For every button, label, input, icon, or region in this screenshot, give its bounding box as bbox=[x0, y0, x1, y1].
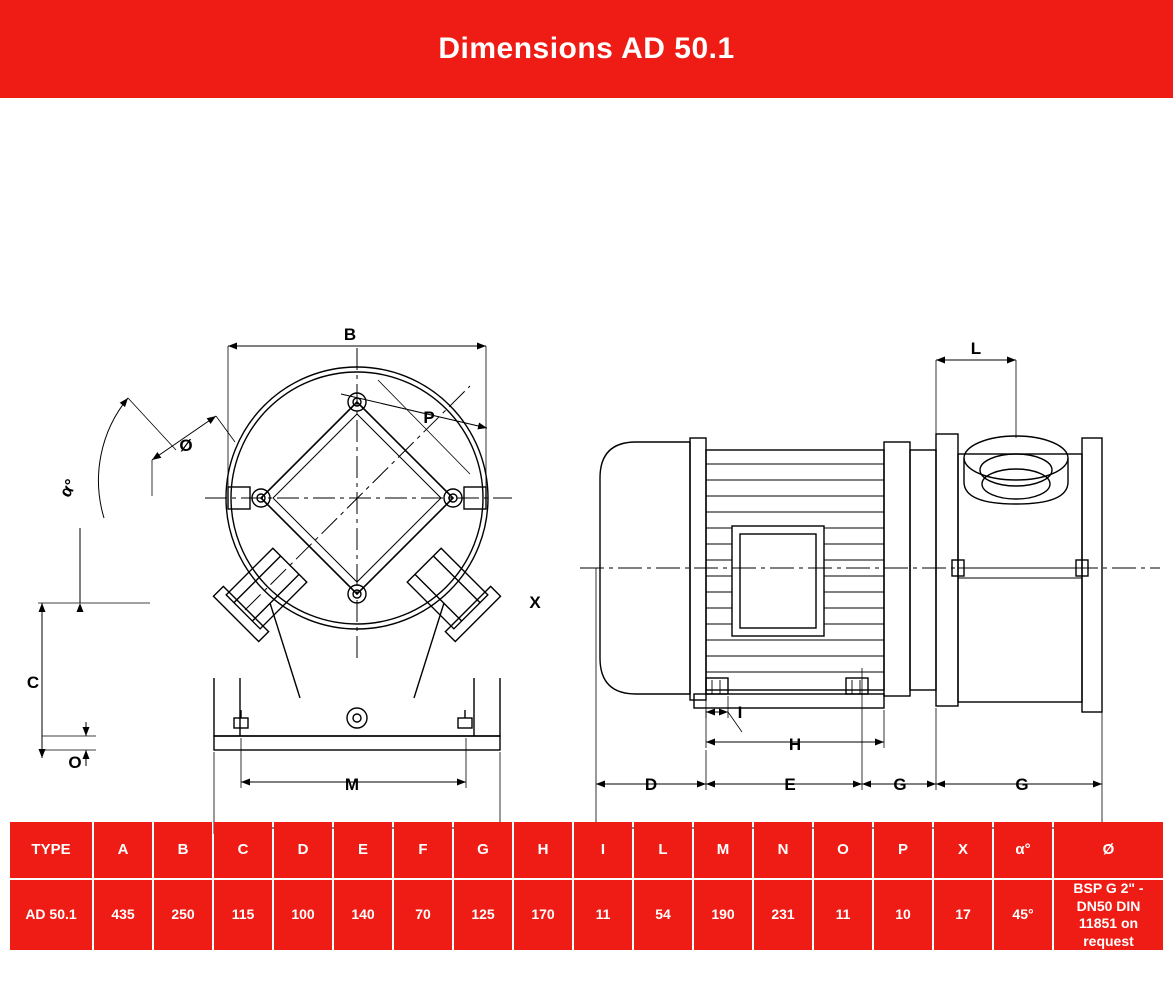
dim-label-G: G bbox=[1015, 775, 1029, 794]
header-type: TYPE bbox=[10, 822, 92, 878]
page-title: Dimensions AD 50.1 bbox=[438, 32, 735, 65]
dim-label-diameter: Ø bbox=[179, 436, 193, 455]
header-m: M bbox=[694, 822, 752, 878]
header-banner bbox=[0, 0, 1173, 98]
dimensions-table bbox=[8, 820, 1165, 952]
dim-label-C: C bbox=[26, 673, 40, 692]
table-header-row bbox=[10, 822, 1163, 878]
dim-label-M: M bbox=[344, 775, 360, 794]
header-n: N bbox=[754, 822, 812, 878]
cell-f: 70 bbox=[394, 880, 452, 950]
table-row bbox=[10, 880, 1163, 950]
dim-label-L: L bbox=[970, 339, 982, 358]
header-a: A bbox=[94, 822, 152, 878]
dim-label-F: G bbox=[893, 775, 907, 794]
dim-label-H: H bbox=[788, 735, 802, 754]
cell-n: 231 bbox=[754, 880, 812, 950]
header-f: F bbox=[394, 822, 452, 878]
header-h: H bbox=[514, 822, 572, 878]
dim-label-P: P bbox=[423, 408, 435, 427]
header-g: G bbox=[454, 822, 512, 878]
header-alpha: α° bbox=[994, 822, 1052, 878]
header-diameter: Ø bbox=[1054, 822, 1163, 878]
cell-g: 125 bbox=[454, 880, 512, 950]
header-i: I bbox=[574, 822, 632, 878]
dim-label-X: X bbox=[529, 593, 541, 612]
cell-p: 10 bbox=[874, 880, 932, 950]
drawing-svg bbox=[0, 98, 1173, 798]
header-e: E bbox=[334, 822, 392, 878]
header-l: L bbox=[634, 822, 692, 878]
cell-diameter: BSP G 2" - DN50 DIN 11851 on request bbox=[1054, 880, 1163, 950]
cell-type: AD 50.1 bbox=[10, 880, 92, 950]
dim-label-E: E bbox=[784, 775, 796, 794]
cell-c: 115 bbox=[214, 880, 272, 950]
header-o: O bbox=[814, 822, 872, 878]
header-d: D bbox=[274, 822, 332, 878]
cell-a: 435 bbox=[94, 880, 152, 950]
header-p: P bbox=[874, 822, 932, 878]
cell-e: 140 bbox=[334, 880, 392, 950]
cell-b: 250 bbox=[154, 880, 212, 950]
cell-l: 54 bbox=[634, 880, 692, 950]
dim-label-D: D bbox=[644, 775, 658, 794]
cell-alpha: 45° bbox=[994, 880, 1052, 950]
technical-drawing bbox=[0, 98, 1173, 798]
header-b: B bbox=[154, 822, 212, 878]
header-c: C bbox=[214, 822, 272, 878]
cell-h: 170 bbox=[514, 880, 572, 950]
dim-label-O: O bbox=[68, 753, 82, 772]
cell-o: 11 bbox=[814, 880, 872, 950]
cell-d: 100 bbox=[274, 880, 332, 950]
dim-label-B: B bbox=[343, 325, 357, 344]
cell-m: 190 bbox=[694, 880, 752, 950]
dim-label-I: I bbox=[737, 703, 743, 722]
cell-x: 17 bbox=[934, 880, 992, 950]
cell-i: 11 bbox=[574, 880, 632, 950]
header-x: X bbox=[934, 822, 992, 878]
dim-label-alpha: α° bbox=[55, 476, 81, 501]
